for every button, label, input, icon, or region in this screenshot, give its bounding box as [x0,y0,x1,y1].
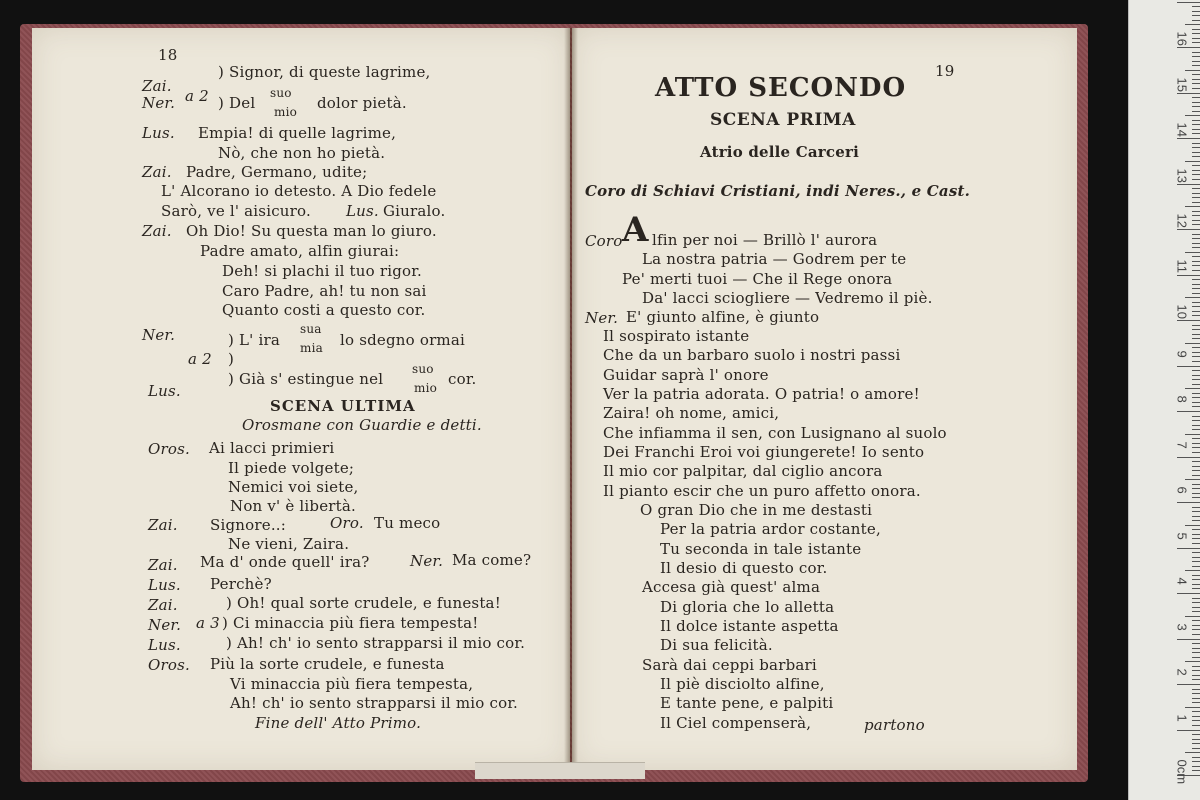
ruler-tick [1192,288,1200,289]
ruler-tick [1192,124,1200,125]
scene-subheading: Orosmane con Guardie e detti. [242,416,482,434]
ruler-tick [1192,261,1200,262]
ruler-tick [1192,133,1200,134]
verse-line: ) [228,350,235,368]
ruler-tick [1192,507,1200,508]
ruler-tick [1192,598,1200,599]
measuring-ruler [1128,0,1200,800]
ruler-tick [1192,466,1200,467]
ruler-tick [1192,529,1200,530]
ruler-label: 6 [1174,486,1190,494]
verse-line: Non v' è libertà. [230,497,356,515]
ruler-tick [1192,338,1200,339]
ruler-tick [1185,570,1200,571]
verse-line: E tante pene, e palpiti [660,694,834,712]
aside-marker: a 3 [196,614,220,632]
scene-heading: SCENA ULTIMA [270,397,416,415]
ruler-tick [1192,61,1200,62]
verse-line: ) Signor, di queste lagrime, [218,63,431,81]
ruler-tick [1192,625,1200,626]
ruler-tick [1192,329,1200,330]
verse-line: Il piè disciolto alfine, [660,675,825,693]
ruler-label: 5 [1174,532,1190,540]
ruler-label: 12 [1174,213,1190,228]
ruler-tick [1192,652,1200,653]
ruler-tick [1192,666,1200,667]
ruler-label: 3 [1174,623,1190,631]
ruler-tick [1192,238,1200,239]
act-end-footer: Fine dell' Atto Primo. [255,714,422,732]
ruler-tick [1192,420,1200,421]
verse-line: Il piede volgete; [228,459,355,477]
ruler-tick [1192,179,1200,180]
verse-line: Zaira! oh nome, amici, [603,404,780,422]
ruler-tick [1192,402,1200,403]
ruler-tick [1192,698,1200,699]
ruler-tick [1192,79,1200,80]
ruler-tick [1192,352,1200,353]
ruler-label: 4 [1174,577,1190,585]
variant-top: sua [300,322,322,336]
ruler-tick [1192,766,1200,767]
ruler-tick [1192,334,1200,335]
ruler-tick [1192,370,1200,371]
verse-line: Più la sorte crudele, e funesta [210,655,445,673]
verse-line: Nò, che non ho pietà. [218,144,386,162]
speaker: Lus. [148,382,181,400]
speaker: Ner. [410,552,444,570]
ruler-tick [1192,497,1200,498]
verse-line: Il sospirato istante [603,327,750,345]
ruler-tick [1192,143,1200,144]
verse-line: Padre, Germano, udite; [186,163,368,181]
ruler-tick [1185,115,1200,116]
ruler-label: 1 [1174,714,1190,722]
ruler-tick [1192,648,1200,649]
variant-bottom: mia [300,341,323,355]
scene-title: SCENA PRIMA [710,110,856,130]
ruler-tick [1192,447,1200,448]
verse-line: E' giunto alfine, è giunto [626,308,820,326]
ruler-tick [1192,406,1200,407]
ruler-tick [1192,356,1200,357]
ruler-tick [1192,284,1200,285]
ruler-tick [1192,425,1200,426]
ruler-tick [1192,193,1200,194]
ruler-label: 14 [1174,122,1190,137]
verse-line: cor. [448,370,477,388]
verse-line: lfin per noi — Brillò l' aurora [652,231,878,249]
variant-bottom: mio [414,381,438,395]
speaker: Zai. [142,163,172,181]
ruler-tick [1192,711,1200,712]
ruler-tick [1192,620,1200,621]
ruler-tick [1192,15,1200,16]
ruler-tick [1192,470,1200,471]
ruler-tick [1192,634,1200,635]
ruler-tick [1192,215,1200,216]
verse-line: ) Del [218,94,256,112]
verse-line: Che da un barbaro suolo i nostri passi [603,346,901,364]
speaker: Lus. [148,636,181,654]
ruler-tick [1192,689,1200,690]
speaker: Ner. [585,309,619,327]
verse-line: Guidar saprà l' onore [603,366,769,384]
ruler-tick [1192,83,1200,84]
speaker: Oros. [148,656,190,674]
ruler-tick [1192,188,1200,189]
ruler-tick [1192,552,1200,553]
ruler-tick [1192,584,1200,585]
ruler-tick [1185,297,1200,298]
ruler-tick [1192,484,1200,485]
ruler-tick [1192,670,1200,671]
ruler-tick [1192,306,1200,307]
ruler-tick [1192,384,1200,385]
speaker: Zai. [148,596,178,614]
ruler-tick [1192,643,1200,644]
speaker: Ner. [142,94,176,112]
ruler-tick [1192,438,1200,439]
verse-line: ) Già s' estingue nel [228,370,384,388]
ruler-tick [1185,343,1200,344]
verse-line: ) L' ira [228,331,280,349]
ruler-tick [1192,165,1200,166]
ruler-tick [1185,388,1200,389]
ruler-tick [1192,202,1200,203]
speaker: Oros. [148,440,190,458]
ruler-label: 9 [1174,350,1190,358]
ruler-tick [1192,720,1200,721]
ruler-tick [1192,220,1200,221]
verse-line: ) Oh! qual sorte crudele, e funesta! [226,594,501,612]
verse-line: Caro Padre, ah! tu non sai [222,282,427,300]
exit-direction: partono [864,716,925,734]
ruler-tick [1192,761,1200,762]
speaker: Zai. [142,77,172,95]
ruler-label: 0cm [1174,759,1190,785]
verse-line: Dei Franchi Eroi voi giungerete! Io sento [603,443,925,461]
verse-line: Il dolce istante aspetta [660,617,839,635]
ruler-tick [1192,97,1200,98]
drop-cap: A [622,210,649,250]
ruler-tick [1192,65,1200,66]
cast-line: Coro di Schiavi Cristiani, indi Neres., e Cast. [585,182,971,200]
ruler-tick [1192,516,1200,517]
ruler-tick [1192,42,1200,43]
verse-line: Sarò, ve l' aisicuro. [161,202,311,220]
verse-line: L' Alcorano io detesto. A Dio fedele [161,182,437,200]
ruler-tick [1192,375,1200,376]
ruler-tick [1192,311,1200,312]
variant-top: suo [412,362,434,376]
verse-line: Oh Dio! Su questa man lo giuro. [186,222,437,240]
ruler-tick [1192,247,1200,248]
speaker: Ner. [142,326,176,344]
ruler-tick [1192,588,1200,589]
ruler-label: 10 [1174,304,1190,319]
ruler-tick [1192,493,1200,494]
verse-line: Perchè? [210,575,272,593]
speaker: Lus. [148,576,181,594]
spine-band [475,762,645,779]
ruler-tick [1192,561,1200,562]
verse-line: La nostra patria — Godrem per te [642,250,907,268]
verse-line: Sarà dai ceppi barbari [642,656,817,674]
ruler-tick [1185,161,1200,162]
ruler-tick [1192,129,1200,130]
ruler-tick [1192,416,1200,417]
ruler-tick [1192,11,1200,12]
verse-line: Deh! si plachi il tuo rigor. [222,262,422,280]
ruler-tick [1192,170,1200,171]
ruler-tick [1192,748,1200,749]
ruler-tick [1192,757,1200,758]
ruler-tick [1192,607,1200,608]
variant-top: suo [270,86,292,100]
verse-line: Ver la patria adorata. O patria! o amore! [603,385,920,403]
ruler-tick [1192,511,1200,512]
ruler-tick [1192,488,1200,489]
ruler-tick [1192,174,1200,175]
ruler-tick [1192,693,1200,694]
left-page-number: 18 [158,46,178,64]
ruler-tick [1185,616,1200,617]
ruler-tick [1192,452,1200,453]
verse-line: Ai lacci primieri [209,439,335,457]
ruler-tick [1192,56,1200,57]
verse-line: Di gloria che lo alletta [660,598,835,616]
ruler-tick [1192,679,1200,680]
ruler-label: 15 [1174,77,1190,92]
ruler-tick [1192,675,1200,676]
ruler-tick [1192,611,1200,612]
ruler-tick [1192,770,1200,771]
verse-line: Tu seconda in tale istante [660,540,862,558]
ruler-tick [1192,702,1200,703]
ruler-tick [1192,461,1200,462]
verse-line: Pe' merti tuoi — Che il Rege onora [622,270,893,288]
ruler-tick [1185,252,1200,253]
ruler-tick [1192,734,1200,735]
ruler-label: 11 [1174,259,1190,273]
ruler-tick [1192,156,1200,157]
verse-line: O gran Dio che in me destasti [640,501,873,519]
ruler-tick [1192,361,1200,362]
ruler-tick [1192,739,1200,740]
ruler-tick [1185,24,1200,25]
ruler-tick [1192,315,1200,316]
speaker: Lus. [142,124,175,142]
ruler-tick [1185,479,1200,480]
verse-line: Ne vieni, Zaira. [228,535,350,553]
ruler-tick [1192,725,1200,726]
aside-marker: a 2 [185,87,209,105]
ruler-tick [1192,256,1200,257]
ruler-tick [1192,538,1200,539]
ruler-tick [1192,29,1200,30]
ruler-tick [1192,33,1200,34]
ruler-tick [1192,393,1200,394]
right-page-number: 19 [935,62,955,80]
variant-bottom: mio [274,105,298,119]
speaker: Coro [585,232,623,250]
ruler-tick [1192,243,1200,244]
ruler-tick [1192,520,1200,521]
ruler-tick [1185,206,1200,207]
ruler-tick [1192,379,1200,380]
ruler-tick [1185,434,1200,435]
scene-setting: Atrio delle Carceri [700,143,859,161]
ruler-tick [1192,111,1200,112]
ruler-tick [1192,534,1200,535]
ruler-tick [1192,629,1200,630]
ruler-tick [1192,88,1200,89]
ruler-tick [1177,2,1200,3]
verse-line: Il Ciel compenserà, [660,714,812,732]
ruler-tick [1192,120,1200,121]
ruler-tick [1192,270,1200,271]
ruler-tick [1185,525,1200,526]
ruler-tick [1192,211,1200,212]
ruler-tick [1192,6,1200,7]
speaker: Oro. [330,514,364,532]
verse-line: ) Ci minaccia più fiera tempesta! [222,614,479,632]
verse-line: Il desio di questo cor. [660,559,828,577]
ruler-tick [1192,20,1200,21]
ruler-tick [1192,347,1200,348]
ruler-tick [1185,752,1200,753]
ruler-tick [1192,566,1200,567]
verse-line: Ma come? [452,551,532,569]
aside-marker: a 2 [188,350,212,368]
ruler-label: 13 [1174,168,1190,183]
verse-line: Che infiamma il sen, con Lusignano al suolo [603,424,947,442]
ruler-tick [1192,38,1200,39]
ruler-tick [1185,661,1200,662]
verse-line: Giuralo. [383,202,446,220]
ruler-label: 2 [1174,668,1190,676]
ruler-tick [1192,224,1200,225]
ruler-tick [1192,443,1200,444]
verse-line: Tu meco [374,514,441,532]
speaker: Zai. [148,556,178,574]
ruler-tick [1192,543,1200,544]
ruler-tick [1192,325,1200,326]
ruler-tick [1192,197,1200,198]
ruler-tick [1185,70,1200,71]
verse-line: Accesa già quest' alma [642,578,821,596]
ruler-tick [1192,234,1200,235]
act-title: ATTO SECONDO [655,73,907,103]
verse-line: Padre amato, alfin giurai: [200,242,400,260]
ruler-tick [1192,102,1200,103]
ruler-tick [1185,707,1200,708]
ruler-tick [1192,265,1200,266]
ruler-label: 7 [1174,441,1190,449]
verse-line: Signore..: [210,516,287,534]
speaker: Lus. [346,202,379,220]
verse-line: Empia! di quelle lagrime, [198,124,397,142]
book-gutter [564,28,578,770]
speaker: Zai. [148,516,178,534]
verse-line: Il mio cor palpitar, dal ciglio ancora [603,462,883,480]
verse-line: Il pianto escir che un puro affetto onora. [603,482,921,500]
ruler-tick [1192,716,1200,717]
ruler-tick [1192,557,1200,558]
verse-line: Ma d' onde quell' ira? [200,553,370,571]
ruler-tick [1192,279,1200,280]
verse-line: dolor pietà. [317,94,407,112]
verse-line: Di sua felicità. [660,636,773,654]
ruler-tick [1192,52,1200,53]
verse-line: Nemici voi siete, [228,478,359,496]
speaker: Ner. [148,616,182,634]
ruler-tick [1192,575,1200,576]
ruler-tick [1192,74,1200,75]
ruler-tick [1192,152,1200,153]
verse-line: Da' lacci sciogliere — Vedremo il piè. [642,289,933,307]
ruler-tick [1192,293,1200,294]
ruler-label: 16 [1174,31,1190,46]
ruler-tick [1192,106,1200,107]
ruler-label: 8 [1174,395,1190,403]
ruler-tick [1192,743,1200,744]
ruler-tick [1192,579,1200,580]
ruler-tick [1192,429,1200,430]
verse-line: lo sdegno ormai [340,331,465,349]
verse-line: Per la patria ardor costante, [660,520,881,538]
speaker: Zai. [142,222,172,240]
ruler-tick [1192,397,1200,398]
ruler-tick [1192,475,1200,476]
ruler-tick [1192,302,1200,303]
ruler-tick [1192,602,1200,603]
verse-line: ) Ah! ch' io sento strapparsi il mio cor. [226,634,526,652]
ruler-tick [1192,147,1200,148]
verse-line: Vi minaccia più fiera tempesta, [230,675,474,693]
ruler-tick [1192,657,1200,658]
verse-line: Ah! ch' io sento strapparsi il mio cor. [230,694,519,712]
verse-line: Quanto costi a questo cor. [222,301,426,319]
